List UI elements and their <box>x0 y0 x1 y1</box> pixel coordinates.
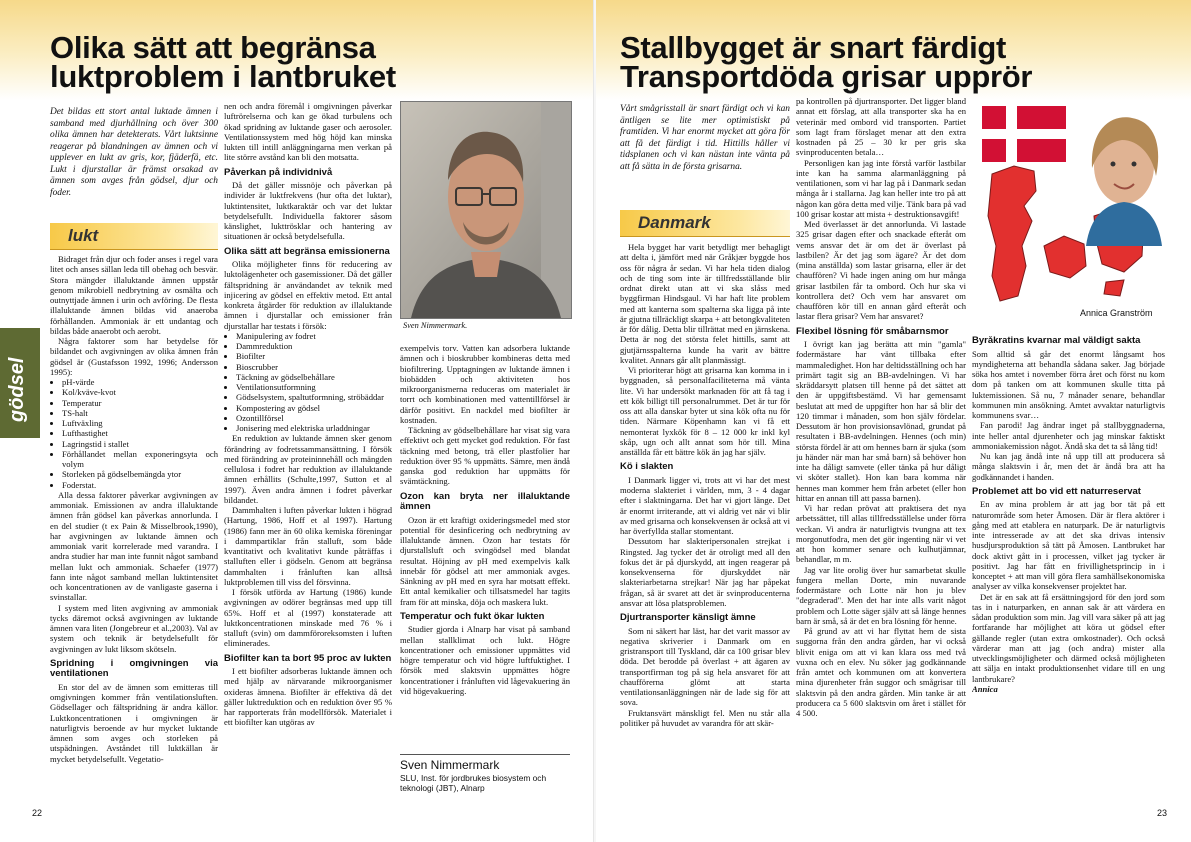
paragraph: Vi prioriterar högt att grisarna kan komma in i byggnaden, så personalfaciliteterna må vänta lite. Vi har undersökt marknaden för att få tag i ett kök billigt till personalrummet. Det är tur för oss att alla danskar byter ut sina kök ofta nu för tiden. Närmare Köpenhamn kan vi få ett nemonterat lyxkök för 8 – 12 000 kr inkl kyl skåp, ugn och allt annat som hör till. Mina anställda får ett bättre kök än jag har själv. <box>620 365 790 457</box>
list-item: • Täckning av gödselbehållare <box>236 372 392 382</box>
right-photo-caption: Annica Granström <box>1080 308 1153 318</box>
flag-map-portrait <box>974 96 1174 322</box>
subheading: Temperatur och fukt ökar lukten <box>400 610 545 622</box>
right-headline <box>620 30 1033 94</box>
right-page-number: 23 <box>1157 808 1168 818</box>
list-item: • TS-halt <box>62 408 218 418</box>
subheading: Kö i slakten <box>620 461 674 473</box>
list-item: • Kompostering av gödsel <box>236 403 392 413</box>
list-item: • Temperatur <box>62 398 218 408</box>
left-page-number: 22 <box>32 808 43 818</box>
left-section-label: lukt <box>68 226 99 245</box>
paragraph: Täckning av gödselbehållare har visat sig vara effektivt och gett mycket god reduktion. För fast täckning med betong, trä eller plastfolier har reduktion över 95 % uppmätts. Sämre, men ändå ganska god reduktion har uppmätts för svämtäckning. <box>400 425 570 487</box>
danish-flag-icon <box>982 106 1066 162</box>
section-tab <box>0 328 40 438</box>
list-item: • pH-värde <box>62 377 218 387</box>
portrait-woman-icon <box>1086 117 1162 246</box>
right-section-label: Danmark <box>638 213 711 232</box>
paragraph: I försök utförda av Hartung (1986) kunde avgivningen av odörer begränsas med upp till 65%. Hoff et al (1997) konstaterade att luktkoncentrationen minskade med 76 % i stalluft (svin) om dammföroreksomsten i luften eliminerades. <box>224 587 392 649</box>
left-section-header <box>50 223 218 250</box>
paragraph: Fruktansvärt mänskligt fel. Men nu står alla politiker på huvudet av varandra för att skär- <box>620 707 790 728</box>
paragraph: På grund av att vi har flyttat hem de sista suggorna från den andra gården, har vi också blivit eniga om att vi kan klara oss med två vuxna och en elev. Nu söker jag godkännande från amtet och kommunen om att konvertera mina djurenheter från suggor och smågrisar till slaktsvin på den andra gården. Min tanke är att producera ca 5 600 slaktsvin om året i stället för 4 500. <box>796 626 966 718</box>
left-headline <box>50 30 396 94</box>
subheading: Problemet att bo vid ett naturreservat <box>972 485 1141 497</box>
paragraph: exempelvis torv. Vatten kan adsorbera luktande ämnen och i bioskrubber kombineras detta med biofiltrering. Upptagningen av luktande ämnen i biobädden och aktiviteten hos mikroorganismerna reduceras om materialet är torrt och kombinationen med vattentillförsel är därför positivt. En nackdel med biofilter är kostnaden. <box>400 343 570 425</box>
paragraph: Studier gjorda i Alnarp har visat på samband mellan stallklimat och lukt. Högre koncentrationer och emissioner uppmättes vid högre temperatur och vid högre luftfuktighet. I försök med slaktsvin uppmättes högre koncentrationer i frånluften vid lågevakuering än vid högevakuering. <box>400 624 570 696</box>
subheading: Olika sätt att begränsa emissionerna <box>224 245 390 257</box>
section-tab-label: gödsel <box>6 357 28 422</box>
subheading: Påverkan på individnivå <box>224 166 333 178</box>
list-item: • Ventilationsutformning <box>236 382 392 392</box>
list-item: • Jonisering med elektriska urladdningar <box>236 423 392 433</box>
portrait-image <box>401 102 571 318</box>
list-item: • Biofilter <box>236 351 392 361</box>
list-item: • Manipulering av fodret <box>236 331 392 341</box>
paragraph: Fan parodi! Jag ändrar inget på stallbyggnaderna, inte heller antal djurenheter och jag minskar faktiskt ammoniakemission något. Ändå ska det ta så lång tid! <box>972 420 1165 451</box>
paragraph: Med överlasset är det annorlunda. Vi lastade 325 grisar dagen efter och snackade efteråt om vems ansvar det är om det är överlast på lastbilen? Är det jag som ägare? Är det dom (mina anställda) som lastar grisarna, eller är det chauffören? Vi hade ingen aning om hur många grisar lastbilen får ta ombord. Och hur ska vi kontrollera det? Och vem har ansvaret om chauffören kör till en annan gård efteråt och lastar flera grisar? Vem har ansvaret? <box>796 219 966 322</box>
paragraph: nen och andra föremål i omgivningen påverkar luftrörelserna och kan ge ökad turbulens och ökad spridning av luktande gaser och aerosoler. Ventilationssystem med hög höjd kan minska lukten till intill anläggningarna men verkan på lite större avstånd kan bli den motsatta. <box>224 101 392 163</box>
paragraph: Då det gäller missnöje och påverkan på individer är luktfrekvens (hur ofta det luktar), luktintensitet, luktkaraktär och var det luktar betydelsefullt. Individuella faktorer såsom känslighet, lukttrösklar och hantering av situationen är också betydelsefulla. <box>224 180 392 242</box>
left-headline-line2: luktproblem i lantbruket <box>50 59 396 94</box>
left-photo-caption: Sven Nimmermark. <box>403 321 468 330</box>
portrait-photo <box>400 101 572 319</box>
paragraph: Vi har redan prövat att praktisera det nya arbetssättet, till allas tillfredsställelse under förra veckan. Vi andra är naturligtvis tvungna att tex morgonutfodra, men det gör ingenting när vi vet att hon kommer senare och kulhutjämnar, behandlar, m m. <box>796 503 966 565</box>
subheading: Flexibel lösning för småbarnsmor <box>796 325 949 337</box>
paragraph: I Danmark ligger vi, trots att vi har det mest moderna slakteriet i världen, mm, 3 - 4 dagar efter i slaktningarna. Det har vi gjort länge. Det är enormt irriterande, att vi aldrig vet när vi blir av med grisarna och konsekvensen är också att vi har överfyllda stallar stomentant. <box>620 474 790 536</box>
right-headline-line1: Stallbygget är snart färdigt <box>620 30 1007 65</box>
subheading: Spridning i omgivningen via ventilationen <box>50 657 218 680</box>
list-item: • Lufthastighet <box>62 428 218 438</box>
right-section-header <box>620 210 790 237</box>
measures-list <box>224 331 392 434</box>
paragraph: pa kontrollen på djurtransporter. Det ligger bland annat ett förslag, att alla transporter ska ha en veterinär med ombord vid transporten. Partiet som lagt fram förslaget menar att den extra kostnaden på 25 – 30 kr per gris ska svinproducenten betala… <box>796 96 966 158</box>
subheading: Djurtransporter känsligt ämne <box>620 612 756 623</box>
paragraph: Hela bygget har varit betydligt mer behagligt att delta i, jämfört med när Gråkjær byggde hos oss för några år sedan. Vi har hela tiden dialog och de ting som inte är tillfredsställande blir ordnat direkt utan att vi ska slåss med byggfirman Hindsgaul. Vi har haft lite problem med att kanterna som spalterna ska ligga på inte är gjutna tillräckligt skarpa + att betongkvaliteten är för dålig. Detta blir tillrättat med en järnskena. Detta är nog det största felet hittills, samt att gjutjärnsspalterna kunde ha varit av bättre kvalitet. Annars går allt planmässigt. <box>620 242 790 365</box>
paragraph: Personligen kan jag inte förstå varför lastbilar inte kan ha samma alarmanläggning på ventilationen, som vi har lag på i Danmark sedan många år i stallarna. Jag kan heller inte tro på att någon kan göra detta med vilje. Tänk bara på vad 100 grisar kostar att mista + destruktionsavgift! <box>796 157 966 219</box>
paragraph: Det är en sak att få ersättningsjord för den jord som tas in i naturparken, en annan sak är att värdera en sådan produktion som min. Jag vill vara säker på att jag fortfarande har möjlighet att köra ut gödsel efter gällande regler (utan extra omkostnader). Och också värderar man att jag (och andra) mister alla utvecklingsmöjligheter och därmed också möjligheten att sälja en intakt produktionsenhet vidare till en ung lantbrukare? <box>972 591 1165 684</box>
right-column-2 <box>796 96 966 806</box>
left-column-3 <box>400 343 570 773</box>
paragraph: I ett biofilter adsorberas luktande ämnen och med hjälp av närvarande mikroorganismer oxideras ämnena. Biofilter är effektiva då det gäller luktreduktion och en reduktion över 95 % har rapporterats från modellförsök. Materialet i ett biofilter kan utgöras av <box>224 666 392 728</box>
left-column-2 <box>224 101 392 806</box>
right-page <box>596 0 1191 842</box>
right-column-1 <box>620 242 790 806</box>
paragraph: Dessutom har slakteripersonalen strejkat i Ringsted. Jag tycker det är otroligt med all den fokus det är på djurskydd, att ingen reagerar på konsekvenserna för djurskyddet när slakteriarbetarna strejkar! När jag har påpekat frågan, så är svaret att det är svinproducenterna ansvar att lösa platsproblemen. <box>620 536 790 608</box>
left-headline-line1: Olika sätt att begränsa <box>50 30 376 65</box>
subheading: Byråkratins kvarnar mal väldigt sakta <box>972 336 1141 346</box>
author-affiliation: SLU, Inst. för jordbrukes biosystem och teknologi (JBT), Alnarp <box>400 773 547 793</box>
list-item: • Dammreduktion <box>236 341 392 351</box>
list-item: • Bioscrubber <box>236 362 392 372</box>
list-item: • Kol/kväve-kvot <box>62 387 218 397</box>
left-lead: Det bildas ett stort antal luktade ämnen i samband med djurhållning och över 300 olika ämnen har detekterats. Vårt luktsinne reagerar på blandningen av ämnen och vi upplever en lukt av gris, kor, fjäderfä, etc. Lukt i djurstallar är främst orsakad av ämnen som avges från gödsel, djur och foder. <box>50 107 218 198</box>
paragraph: I övrigt kan jag berätta att min "gamla" fodermästare har vänt tillbaka efter mammaledighet. Hon har deltidsställning och har primärt tagit sig an BB-avdelningen. Vi har skräddarsytt platsen till henne på det sättet att den är uppgiftsbestämd. Vi har gemensamt beslutat att med de uppgifter hon har så blir det 120 timmar i månaden, som hon själv fördelar. Dessutom är hon provisionsavlönad, grundat på resultaten i BB-avdelningen. Hennes (och min) största fördel är att om hennes barn är sjuka (som ju händer när man har små barn) så behöver hon inte ha dåligt samvete (eller tänka på hur dåligt vi sköter stallet). Hon kan bara komma när hennes man kommer hem från arbetet (eller hon hittar en annan till att passa barnen). <box>796 339 966 503</box>
subheading: Ozon kan bryta ner illaluktande ämnen <box>400 490 570 512</box>
paragraph: Dammhalten i luften påverkar lukten i högrad (Hartung, 1986, Hoff et al 1997). Hartung (1986) fann mer än 60 olika kemiska föreningar i dammpartiklar från stalluft, som både kvantitativt och kvalitativt kunde påträffas i stalluften eller i gödseln. Genom att begränsa dammhalten i frånluften kan alltså luktproblemen till viss del försvinna. <box>224 505 392 587</box>
left-page <box>0 0 595 842</box>
paragraph: En stor del av de ämnen som emitteras till omgivningen kommer från ventilationsluften. Gödsellager och fältspridning är andra källor. Luktkoncentrationen i omgivningen är naturligtvis beroende av hur mycket luktande ämnen som avges och storleken på utspädningen. Avståndet till luktkällan är mycket betydelsefullt. Vegetatio- <box>50 681 218 764</box>
denmark-graphic <box>974 96 1174 322</box>
paragraph: Som ni säkert har läst, har det varit massor av negativa skriverier i Danmark om en gristransport till Tyskland, där ca 100 grisar blev döda. Det berodde på överlast + att ägaren av transportfirman tog på sig hela ansvaret för att chaufförerna glömt att starta ventilationsanläggningen när de lade sig för att sova. <box>620 625 790 708</box>
right-lead: Vårt smågrisstall är snart färdigt och vi kan äntligen se lite mer optimistiskt på framtiden. Vi har enormt mycket att göra för att få det färdigt i tid. Hittills håller vi tidsplanen och vi kan nästan inte vänta på att få sätta in de första grisarna. <box>620 104 790 172</box>
signature: Annica <box>972 683 998 694</box>
paragraph: Nu kan jag ändå inte nå upp till att producera så många slaktsvin i år, men det är ändå bra att ha godkännandet i handen. <box>972 451 1165 482</box>
subheading: Biofilter kan ta bort 95 proc av lukten <box>224 652 392 664</box>
paragraph: Som alltid så går det enormt långsamt hos myndigheterna att behandla sådana saker. Jag började söka hos amtet i november förra året och först nu kom dom på tanken om att kommunen skulle titta på luktemissionen. Så nu, 7 månader senare, behandlar kommunen min ansökning. Amtet avvaktar naturligtvis kommunens svar… <box>972 348 1165 420</box>
paragraph: Några faktorer som har betydelse för bildandet och avgivningen av olika ämnen från gödsel är (Gustafsson 1992, 1996; Andersson 1995): <box>50 336 218 377</box>
paragraph: En av mina problem är att jag bor tät på ett naturområde som heter Åmosen. Där är flera aktörer i gång med att etablera en naturpark. De är naturligtvis inte intresserade av att det ska drivas intensiv husdjursproduktion så tätt på Åmosen. Lantbruket har dock aktivt gått in i processen, vilket jag tycker är positivt. Jag har fått en frivillighetsprincip in i konceptet + att man vill göra flera samhällsekonomiska analyser av vilka konsekvenser projektet har. <box>972 499 1165 592</box>
factor-list <box>50 377 218 490</box>
paragraph: Ozon är ett kraftigt oxideringsmedel med stor potential för desinficering och nedbrytning av illaluktande ämnen. Ozon har testats för djurstallsluft och svingödsel med blandat resultat. Höjning av pH med exempelvis kalk innebär för gödsel att mer ammoniak avges. Sänkning av pH med en syra har motsatt effekt. Ett antal kemikalier och tillsatsmedel har tagits fram för att minska, döja och maskera lukt. <box>400 514 570 607</box>
paragraph: Olika möjligheter finns för reducering av luktolägenheter och gasemissioner. Då det gäller fältspridning är användandet av teknik med injicering av gödsel en effektiv metod. Ett antal konkreta åtgärder för reduktion av illaluktande ämnen i djurstallar och emissioner från djurstallar har testats i försök: <box>224 259 392 331</box>
list-item: • Ozontillförsel <box>236 413 392 423</box>
paragraph: Bidraget från djur och foder anses i regel vara litet och anses sällan leda till obehag och besvär. Stora mängder illaluktande ämnen uppstår genom mikrobiell nedbrytning av osmälta och outnyttjade ämnen i urin och avföring. De flesta illaluktande ämnen bildas vid anaeroba förhållanden. Ammoniak är ett undantag och bildas både anaerobt och aerobt. <box>50 254 218 336</box>
list-item: • Storleken på gödselbemängda ytor <box>62 469 218 479</box>
list-item: • Luftväxling <box>62 418 218 428</box>
left-column-1 <box>50 254 218 804</box>
paragraph: Alla dessa faktorer påverkar avgivningen av ammoniak. Emissionen av andra illaluktande ämnen från gödsel kan påverkas annorlunda. I en del studier (t ex Pain & Misselbrook,1990), har avgivningen av luktande ämnen och ammoniak varit korrelerade med varandra. I andra studier har man inte funnit något samband mellan lukt och ammoniak. Schaefer (1977) fann inte något samband mellan luktintensitet och koncentrationen av de vanligaste gaserna i svinstallar. <box>50 489 218 603</box>
paragraph: En reduktion av luktande ämnen sker genom förändring av fodretssammansättning. I försök med förändring av proteininnehåll och mängden cellulosa i fodret har reduktion av illaluktande ämnen erhållits (Schulte,1997, Sutton et al 1997). Även andra ämnen i fodret påverkar bildandet. <box>224 433 392 505</box>
paragraph: Jag var lite orolig över hur samarbetat skulle fungera mellan Dorte, min nuvarande fodermästare och Lotte när hon ju blev "degraderad". Men det har inte alls varit något problem och Lotte säger själv att så länge hennes barn är små, så är det en bra lösning för henne. <box>796 564 966 626</box>
list-item: • Gödselsystem, spaltutformning, ströbäddar <box>236 392 392 402</box>
author-box <box>400 754 570 814</box>
list-item: • Lagringstid i stallet <box>62 439 218 449</box>
list-item: • Förhållandet mellan exponeringsyta och volym <box>62 449 218 470</box>
list-item: • Foderstat. <box>62 480 218 490</box>
author-name: Sven Nimmermark <box>400 758 500 772</box>
paragraph: I system med liten avgivning av ammoniak tycks däremot också avgivningen av luktande ämnen vara liten (Jongebreur et al.,2003). Val av system och teknik är betydelsefullt för avgivningen av lukt liksom skötseln. <box>50 602 218 654</box>
right-column-3 <box>972 336 1165 806</box>
right-headline-line2: Transportdöda grisar upprör <box>620 59 1033 94</box>
